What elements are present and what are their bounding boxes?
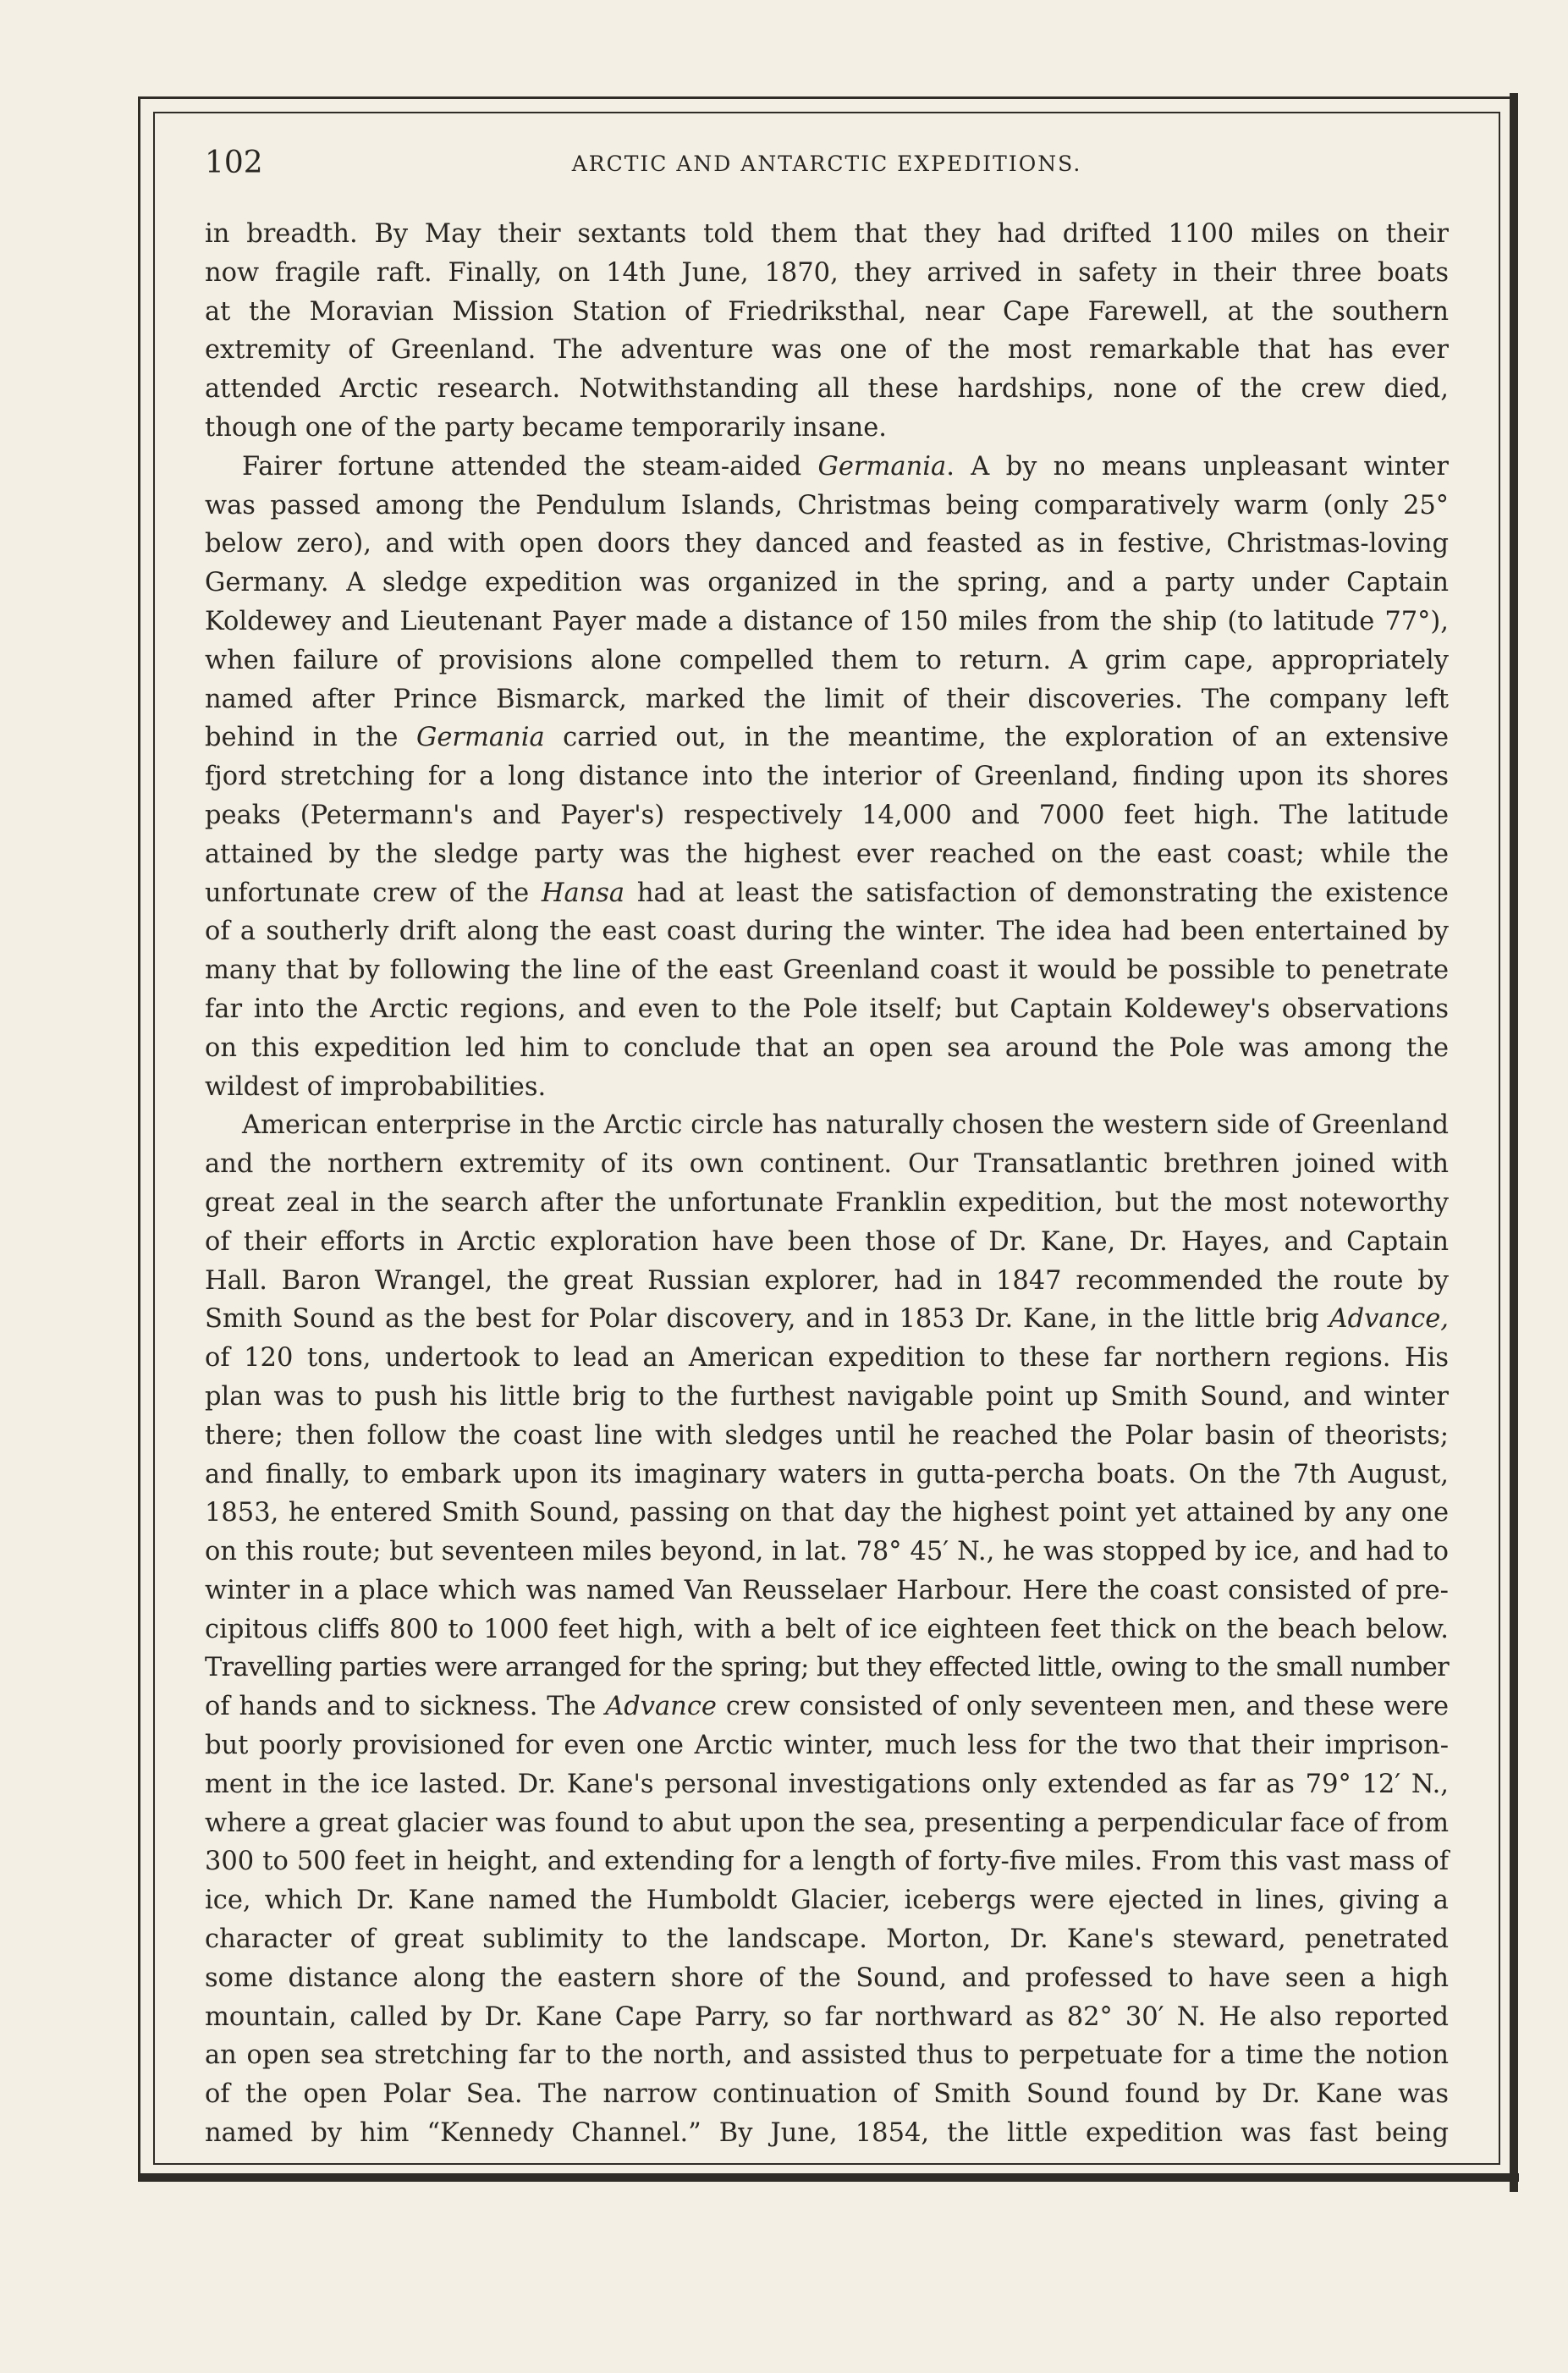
text-line: and finally, to embark upon its imaginary waters in gutta-percha boats. On the 7th August, [205,1459,1449,1489]
text-line: on this route; but seventeen miles beyond, in lat. 78° 45′ N., he was stopped by ice, and had to [205,1537,1449,1567]
text-line: 300 to 500 feet in height, and extending for a length of forty-five miles. From this vast mass of [205,1847,1449,1877]
ship-name-germania: Germania [817,451,947,482]
text-line: at the Moravian Mission Station of Friedriksthal, near Cape Farewell, at the southern [205,296,1449,327]
paragraph-3 [205,1106,1449,2153]
text-line: plan was to push his little brig to the furthest navigable point up Smith Sound, and winter [205,1381,1449,1412]
text-line: character of great sublimity to the landscape. Morton, Dr. Kane's steward, penetrated [205,1924,1449,1955]
text-line: ment in the ice lasted. Dr. Kane's personal investigations only extended as far as 79° 12′ N., [205,1769,1449,1799]
text-line: of hands and to sickness. The Advance crew consisted of only seventeen men, and these were [205,1692,1449,1722]
text-line: was passed among the Pendulum Islands, Christmas being comparatively warm (only 25° [205,490,1449,520]
text-line: cipitous cliffs 800 to 1000 feet high, with a belt of ice eighteen feet thick on the beach below. [205,1614,1449,1644]
text-line: 1853, he entered Smith Sound, passing on that day the highest point yet attained by any one [205,1498,1449,1528]
page-border-edge-right [1510,93,1518,2192]
text-line: when failure of provisions alone compelled them to return. A grim cape, appropriately [205,645,1449,675]
text-line: fjord stretching for a long distance into the interior of Greenland, finding upon its shores [205,762,1449,792]
text-line: of their efforts in Arctic exploration have been those of Dr. Kane, Dr. Hayes, and Captain [205,1226,1449,1257]
text-line: named by him “Kennedy Channel.” By June, 1854, the little expedition was fast being [205,2118,1449,2149]
text-line: Smith Sound as the best for Polar discovery, and in 1853 Dr. Kane, in the little brig Advance, [205,1304,1449,1335]
text-line: an open sea stretching far to the north, and assisted thus to perpetuate for a time the notion [205,2040,1449,2071]
text-line: American enterprise in the Arctic circle has naturally chosen the western side of Greenland [242,1110,1449,1141]
text-line: many that by following the line of the east Greenland coast it would be possible to penetrate [205,955,1449,986]
text-line: great zeal in the search after the unfortunate Franklin expedition, but the most noteworthy [205,1187,1449,1218]
text-line: on this expedition led him to conclude that an open sea around the Pole was among the [205,1032,1449,1063]
text-line: there; then follow the coast line with sledges until he reached the Polar basin of theorists; [205,1420,1449,1451]
running-title: ARCTIC AND ANTARCTIC EXPEDITIONS. [571,151,1082,176]
paragraph-2 [205,448,1449,1107]
text-line: far into the Arctic regions, and even to the Pole itself; but Captain Koldewey's observations [205,994,1449,1024]
text-line: Fairer fortune attended the steam-aided Germania. A by no means unpleasant winter [242,451,1449,482]
text-line: named after Prince Bismarck, marked the limit of their discoveries. The company left [205,684,1449,714]
text-line: of 120 tons, undertook to lead an American expedition to these far northern regions. His [205,1343,1449,1374]
text-body [205,215,1449,2153]
text-line: though one of the party became temporarily insane. [205,412,888,443]
text-line: below zero), and with open doors they danced and feasted as in festive, Christmas-loving [205,529,1449,559]
ship-name-advance: Advance [605,1692,717,1722]
text-line: Koldewey and Lieutenant Payer made a distance of 150 miles from the ship (to latitude 77°), [205,606,1449,636]
text-line: winter in a place which was named Van Reusselaer Harbour. Here the coast consisted of pre- [205,1575,1449,1605]
text-line: where a great glacier was found to abut upon the sea, presenting a perpendicular face of from [205,1808,1449,1838]
text-line: peaks (Petermann's and Payer's) respectively 14,000 and 7000 feet high. The latitude [205,800,1449,830]
text-line: extremity of Greenland. The adventure was one of the most remarkable that has ever [205,335,1449,366]
text-line: now fragile raft. Finally, on 14th June, 1870, they arrived in safety in their three boats [205,257,1449,288]
ship-name-advance: Advance, [1329,1304,1449,1335]
text-line: in breadth. By May their sextants told them that they had drifted 1100 miles on their [205,219,1449,249]
text-line: of the open Polar Sea. The narrow continuation of Smith Sound found by Dr. Kane was [205,2079,1449,2110]
text-line: mountain, called by Dr. Kane Cape Parry, so far northward as 82° 30′ N. He also reported [205,2001,1449,2032]
text-line: attended Arctic research. Notwithstanding all these hardships, none of the crew died, [205,374,1449,405]
page-border-edge-bottom [138,2173,1519,2182]
ship-name-germania: Germania [415,723,545,753]
text-line: but poorly provisioned for even one Arctic winter, much less for the two that their imprison- [205,1731,1449,1761]
text-line: Travelling parties were arranged for the spring; but they effected little, owing to the small number [205,1653,1449,1683]
text-line: unfortunate crew of the Hansa had at least the satisfaction of demonstrating the existence [205,878,1449,908]
ship-name-hansa: Hansa [541,878,625,908]
text-line: of a southerly drift along the east coast during the winter. The idea had been entertained by [205,917,1449,947]
paragraph-1 [205,215,1449,448]
text-line: behind in the Germania carried out, in the meantime, the exploration of an extensive [205,723,1449,753]
text-line: wildest of improbabilities. [205,1071,547,1102]
text-line: some distance along the eastern shore of the Sound, and professed to have seen a high [205,1963,1449,1993]
page-header [205,144,1449,183]
text-line: ice, which Dr. Kane named the Humboldt Glacier, icebergs were ejected in lines, giving a [205,1886,1449,1916]
text-line: Hall. Baron Wrangel, the great Russian explorer, had in 1847 recommended the route by [205,1265,1449,1296]
text-line: attained by the sledge party was the highest ever reached on the east coast; while the [205,839,1449,869]
text-line: Germany. A sledge expedition was organized in the spring, and a party under Captain [205,568,1449,598]
page-number: 102 [205,146,263,180]
text-line: and the northern extremity of its own continent. Our Transatlantic brethren joined with [205,1149,1449,1180]
